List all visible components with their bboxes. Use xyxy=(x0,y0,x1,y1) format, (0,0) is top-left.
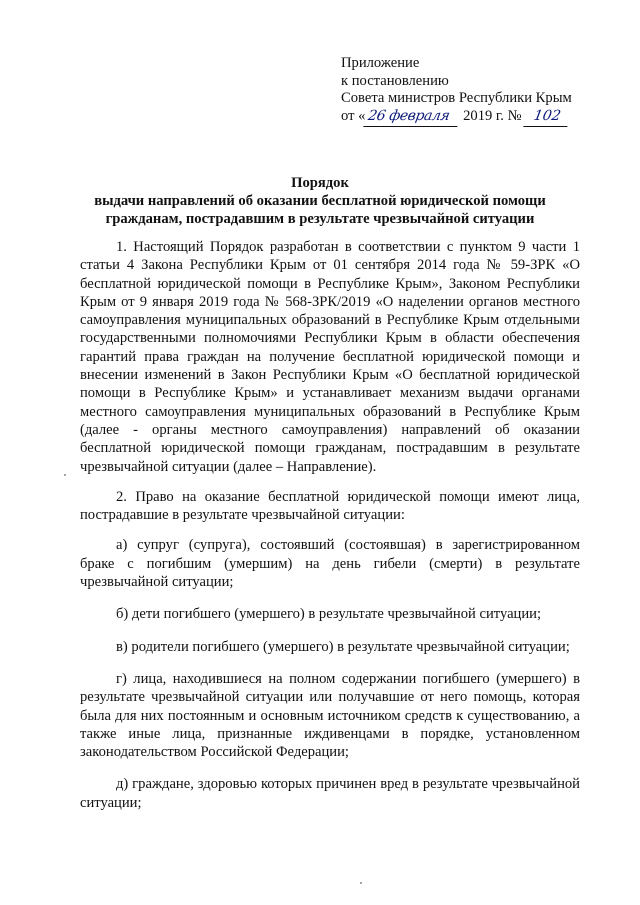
year-number-label: 2019 г. № xyxy=(463,107,522,124)
list-item-b: б) дети погибшего (умершего) в результате чрезвычайной ситуации; xyxy=(116,606,542,623)
list-item-a: а) супруг (супруга), состоявший (состоявшая) в зарегистрированном браке с погибшим (умершим) на день гибели (смерти) в результате чрезвычайной ситуации; xyxy=(80,537,580,591)
scan-speck xyxy=(64,474,66,476)
paragraph-1: 1. Настоящий Порядок разработан в соответствии с пунктом 9 части 1 статьи 4 Закона Республики Крым от 01 сентября 2014 года № 59-ЗРК «О бесплатной юридической помощи в Республике Крым», Законом Республики Крым от 9 января 2019 года № 568-ЗРК/2019 «О наделении органов местного самоуправления муниципальных образований в Республике Крым отдельными государственными полномочиями Республики Крым в области обеспечения гарантий права граждан на получение бесплатной юридической помощи и внесении изменений в Закон Республики Крым «О бесплатной юридической помощи в Республике Крым» и устанавливает механизм выдачи органами местного самоуправления муниципальных образований в Республике Крым (далее - органы местного самоуправления) направлений об оказании бесплатной юридической помощи гражданам, пострадавшим в результате чрезвычайной ситуации (далее – Направление). xyxy=(80,239,580,475)
paragraph-2: 2. Право на оказание бесплатной юридической помощи имеют лица, пострадавшие в результате чрезвычайной ситуации: xyxy=(80,488,580,524)
document-title xyxy=(60,174,580,228)
header-date-line xyxy=(341,108,591,127)
attachment-header xyxy=(341,55,591,126)
handwritten-number: 102 xyxy=(524,108,571,127)
scan-speck xyxy=(360,882,362,884)
handwritten-date: 26 февраля xyxy=(364,108,461,127)
header-line-appendix: Приложение xyxy=(341,55,420,71)
title-line-1: Порядок xyxy=(291,175,349,191)
list-item-d: д) граждане, здоровью которых причинен вред в результате чрезвычайной ситуации; xyxy=(80,776,580,811)
date-prefix: от « xyxy=(341,107,366,124)
header-line-resolution: к постановлению xyxy=(341,72,449,89)
title-line-3: гражданам, пострадавшим в результате чрезвычайной ситуации xyxy=(105,211,535,227)
list-item-v: в) родители погибшего (умершего) в результате чрезвычайной ситуации; xyxy=(116,638,570,655)
document-body xyxy=(80,238,580,812)
title-line-2: выдачи направлений об оказании бесплатной юридической помощи xyxy=(94,193,546,209)
list-item-g: г) лица, находившиеся на полном содержании погибшего (умершего) в результате чрезвычайной ситуации или получавшие от него помощь, которая была для них постоянным и основным источником средств к существованию, а также иные лица, признанные иждивенцами в порядке, установленном законодательством Российской Федерации; xyxy=(80,670,580,761)
header-line-council: Совета министров Республики Крым xyxy=(341,90,572,106)
